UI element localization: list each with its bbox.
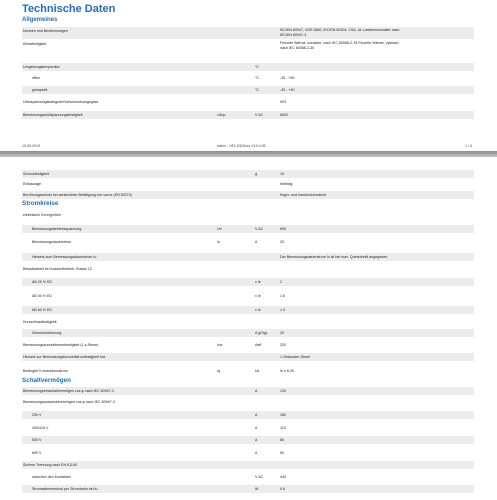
row-description: Bemessungsausschaltvermögen cos φ nach IEC 60947-3 xyxy=(23,400,115,404)
row-value: 6000 xyxy=(280,113,288,117)
row-description: 500 V xyxy=(32,438,42,442)
table-row xyxy=(22,436,474,444)
row-value: 440 xyxy=(280,475,286,479)
row-value: 80 xyxy=(280,438,284,442)
footer-date: 15.05.2019 xyxy=(22,144,40,148)
row-description: Bemessungsstoßspannungsfestigkeit xyxy=(23,113,83,117)
table-row xyxy=(22,211,474,219)
footer-page-number: 1 / 5 xyxy=(465,144,472,148)
row-unit: g xyxy=(255,172,257,176)
table-row xyxy=(22,411,474,419)
row-description: AB 60 % ED xyxy=(32,308,52,312)
row-description: Bemessungseinschaltvermögen cos φ nach IEC 60947-3 xyxy=(23,389,114,393)
row-value: In ≤ 6.30 xyxy=(280,369,294,373)
row-description: Schmelzsicherung xyxy=(32,331,62,335)
row-unit: A xyxy=(255,240,258,244)
section-stromkreise: Stromkreise xyxy=(22,200,59,207)
table-row xyxy=(22,292,474,300)
table-row xyxy=(22,398,474,406)
row-description: elektrische Kenngrößen xyxy=(23,213,61,217)
row-description: Bemessungsdauerstrom xyxy=(32,240,71,244)
row-unit: °C xyxy=(255,76,260,80)
row-symbol: Ue xyxy=(217,227,222,231)
table-row xyxy=(22,27,474,39)
row-description: Bemessungskurzzeitstromfestigkeit (1-s-Strom) xyxy=(23,343,99,347)
row-description: Berührungsschutz bei senkrechter Betätigung von vorne (EN 50274) xyxy=(23,193,132,197)
table-row xyxy=(22,461,474,469)
table-row xyxy=(22,306,474,314)
row-value: 50 xyxy=(280,451,284,455)
row-value: Der Bemessungsdauerstrom Iu ist bei max. Querschnitt angegeben. xyxy=(280,255,389,259)
table-row xyxy=(22,98,474,106)
row-unit: x Ie xyxy=(255,280,261,284)
row-value: beliebig xyxy=(280,182,293,186)
table-row xyxy=(22,225,474,233)
row-description: Bedingter Kurzschlussstrom xyxy=(23,369,68,373)
row-unit: A xyxy=(255,413,258,417)
table-row xyxy=(22,278,474,286)
row-value: 20 xyxy=(280,331,284,335)
footer-document: eaton - HFL-63/3/ors V13.0.06 xyxy=(217,144,266,148)
row-value: 1-Sekunden-Strom xyxy=(280,355,311,359)
table-row xyxy=(22,40,474,51)
row-description: Bemessungsbetriebsspannung xyxy=(32,227,82,231)
row-unit: x Ie xyxy=(255,294,261,298)
table-row xyxy=(22,253,474,261)
row-value: -25 - +50 xyxy=(280,76,295,80)
table-row xyxy=(22,367,474,375)
row-description: Hinweis zur Bemessungskurzzeitstromfestigkeit Icw xyxy=(23,355,106,359)
row-value: 1.6 xyxy=(280,294,285,298)
row-symbol: Icw xyxy=(217,343,223,347)
row-value: 320 xyxy=(280,343,286,347)
row-unit: °C xyxy=(255,88,260,92)
row-unit: °C xyxy=(255,65,260,69)
section-allgemeines: Allgemeines xyxy=(22,17,58,23)
row-unit: A xyxy=(255,438,258,442)
row-description: offen xyxy=(32,76,40,80)
row-description: Belastbarkeit bei Aussetzbetrieb, Klasse 12 xyxy=(23,267,92,271)
row-unit: A xyxy=(255,451,258,455)
section-schaltvermoegen: Schaltvermögen xyxy=(22,377,71,384)
row-description: Hinweis zum Bemessungsdauerstrom Iu xyxy=(32,255,97,259)
row-description: zwischen den Kontakten xyxy=(32,475,71,479)
row-description: gekapselt xyxy=(32,88,48,92)
table-row xyxy=(22,238,474,246)
page-divider xyxy=(0,151,497,157)
page-title: Technische Daten xyxy=(22,3,116,15)
table-row xyxy=(22,353,474,361)
row-symbol: Iu xyxy=(217,240,220,244)
table-row xyxy=(22,485,474,493)
row-description: Umgebungstemperatur xyxy=(23,65,60,69)
row-description: Klimafestigkeit xyxy=(23,42,47,46)
row-description: Kurzschlussfestigkeit xyxy=(23,320,57,324)
row-value: 120 xyxy=(280,389,286,393)
table-row xyxy=(22,191,474,199)
row-description: Sichere Trennung nach EN 61140 xyxy=(23,463,77,467)
row-description: Einbaulage xyxy=(23,182,41,186)
row-value: III/3 xyxy=(280,100,286,104)
table-row xyxy=(22,341,474,349)
row-description: AB 25 % ED xyxy=(32,280,52,284)
row-value: 690 xyxy=(280,227,286,231)
row-value: 20 xyxy=(280,240,284,244)
table-row xyxy=(22,265,474,273)
row-unit: Aeff xyxy=(255,343,262,347)
row-symbol: Uimp xyxy=(217,113,226,117)
row-description: Schockfestigkeit xyxy=(23,172,49,176)
row-unit: x Ie xyxy=(255,308,261,312)
row-unit: A gG/gL xyxy=(255,331,268,335)
row-value: 1.3 xyxy=(280,308,285,312)
row-value: 15 xyxy=(280,172,284,176)
table-row xyxy=(22,74,474,82)
table-row xyxy=(22,424,474,432)
row-value: 160 xyxy=(280,413,286,417)
table-row xyxy=(22,449,474,457)
row-description: Überspannungskategorie/Verschmutzungsgrad xyxy=(23,100,98,104)
table-row xyxy=(22,170,474,178)
row-value: 110 xyxy=(280,426,286,430)
row-description: 690 V xyxy=(32,451,42,455)
row-description: Normen und Bestimmungen xyxy=(23,29,68,33)
row-value: -25 - +40 xyxy=(280,88,295,92)
table-row xyxy=(22,387,474,395)
table-row xyxy=(22,63,474,71)
row-unit: V AC xyxy=(255,475,264,479)
row-unit: kA xyxy=(255,369,260,373)
table-row xyxy=(22,111,474,119)
table-row xyxy=(22,473,474,481)
row-symbol: Iq xyxy=(217,369,220,373)
row-value: 2 xyxy=(280,280,282,284)
row-value: 0.6 xyxy=(280,487,285,491)
row-description: AB 40 % ED xyxy=(32,294,52,298)
row-value: IEC/EN 60947, VDE 0660, IEC/EN 60204, CSA, UL Lasttrennschalter nach IEC/EN 60947-3 xyxy=(280,28,400,37)
row-unit: A xyxy=(255,389,258,393)
row-value: finger- und handrückensicher xyxy=(280,193,327,197)
row-description: 230 V xyxy=(32,413,42,417)
table-row xyxy=(22,86,474,94)
table-row xyxy=(22,329,474,337)
table-row xyxy=(22,318,474,326)
row-unit: V AC xyxy=(255,227,264,231)
row-unit: V AC xyxy=(255,113,264,117)
table-row xyxy=(22,180,474,188)
row-description: 400/415 V xyxy=(32,426,49,430)
row-value: Feuchte Wärme, konstant, nach IEC 60068-2-78 Feuchte Wärme, zyklisch, nach IEC 60068-2-30 xyxy=(280,41,400,50)
row-unit: A xyxy=(255,426,258,430)
row-description: Stromwärmeverlust pro Strombahn bei Iu xyxy=(32,487,98,491)
row-unit: W xyxy=(255,487,259,491)
